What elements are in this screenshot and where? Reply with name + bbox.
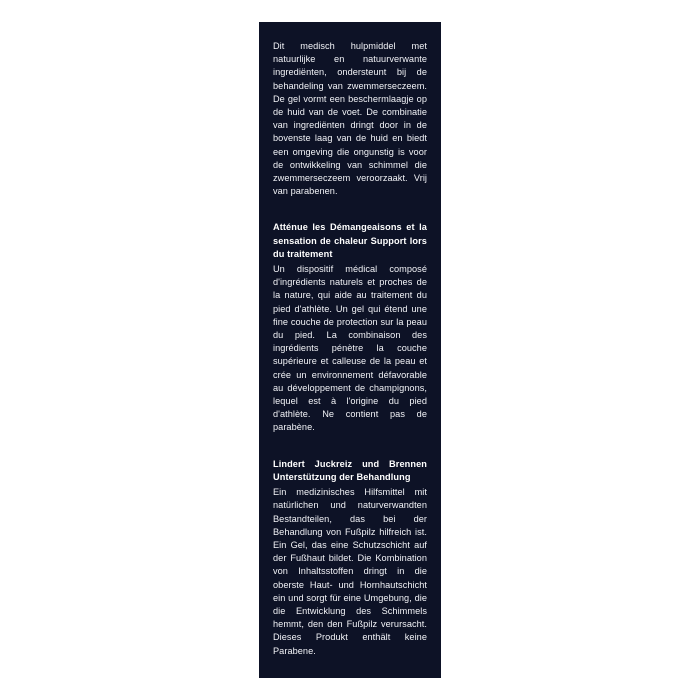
section-divider-1 [273,208,427,221]
dutch-body-text: Dit medisch hulpmiddel met natuurlijke en natuurverwante ingrediënten, ondersteunt bij de behandeling van zwemmerseczeem. De gel vormt een beschermlaagje op de huid van de voet. De combinatie van ingrediënten dringt door in de bovenste laag van de huid en biedt een omgeving die ongunstig is voor de ontwikkeling van schimmel die zwemmerseczeem veroorzaakt. Vrij van parabenen. [273,41,427,197]
french-heading: Atténue les Démangeaisons et la sensation de chaleur Support lors du traitement [273,222,427,259]
french-body-text: Un dispositif médical composé d'ingrédients naturels et proches de la nature, qui aide au traitement du pied d'athlète. Un gel qui étend une fine couche de protection sur la peau du pied. La combinaison des ingrédients pénètre la couche supérieure et calleuse de la peau et crée un environnement défavorable au développement de champignons, lequel est à l'origine du pied d'athlète. Ne contient pas de parabène. [273,264,427,433]
section-divider-2 [273,445,427,458]
german-heading: Lindert Juckreiz und Brennen Unterstützung der Behandlung [273,458,427,482]
package-back-panel [259,22,441,678]
section-french [273,221,427,434]
german-body-text: Ein medizinisches Hilfsmittel mit natürlichen und naturverwandten Bestandteilen, das bei der Behandlung von Fußpilz hilfreich ist. Ein Gel, das eine Schutzschicht auf der Fußhaut bildet. Die Kombination von Inhaltsstoffen dringt in die oberste Haut- und Hornhautschicht ein und sorgt für eine Umgebung, die die Entwicklung des Schimmels hemmt, den den Fußpilz verursacht. Dieses Produkt enthält keine Parabene. [273,487,427,656]
section-german [273,458,427,658]
section-dutch [273,40,427,198]
